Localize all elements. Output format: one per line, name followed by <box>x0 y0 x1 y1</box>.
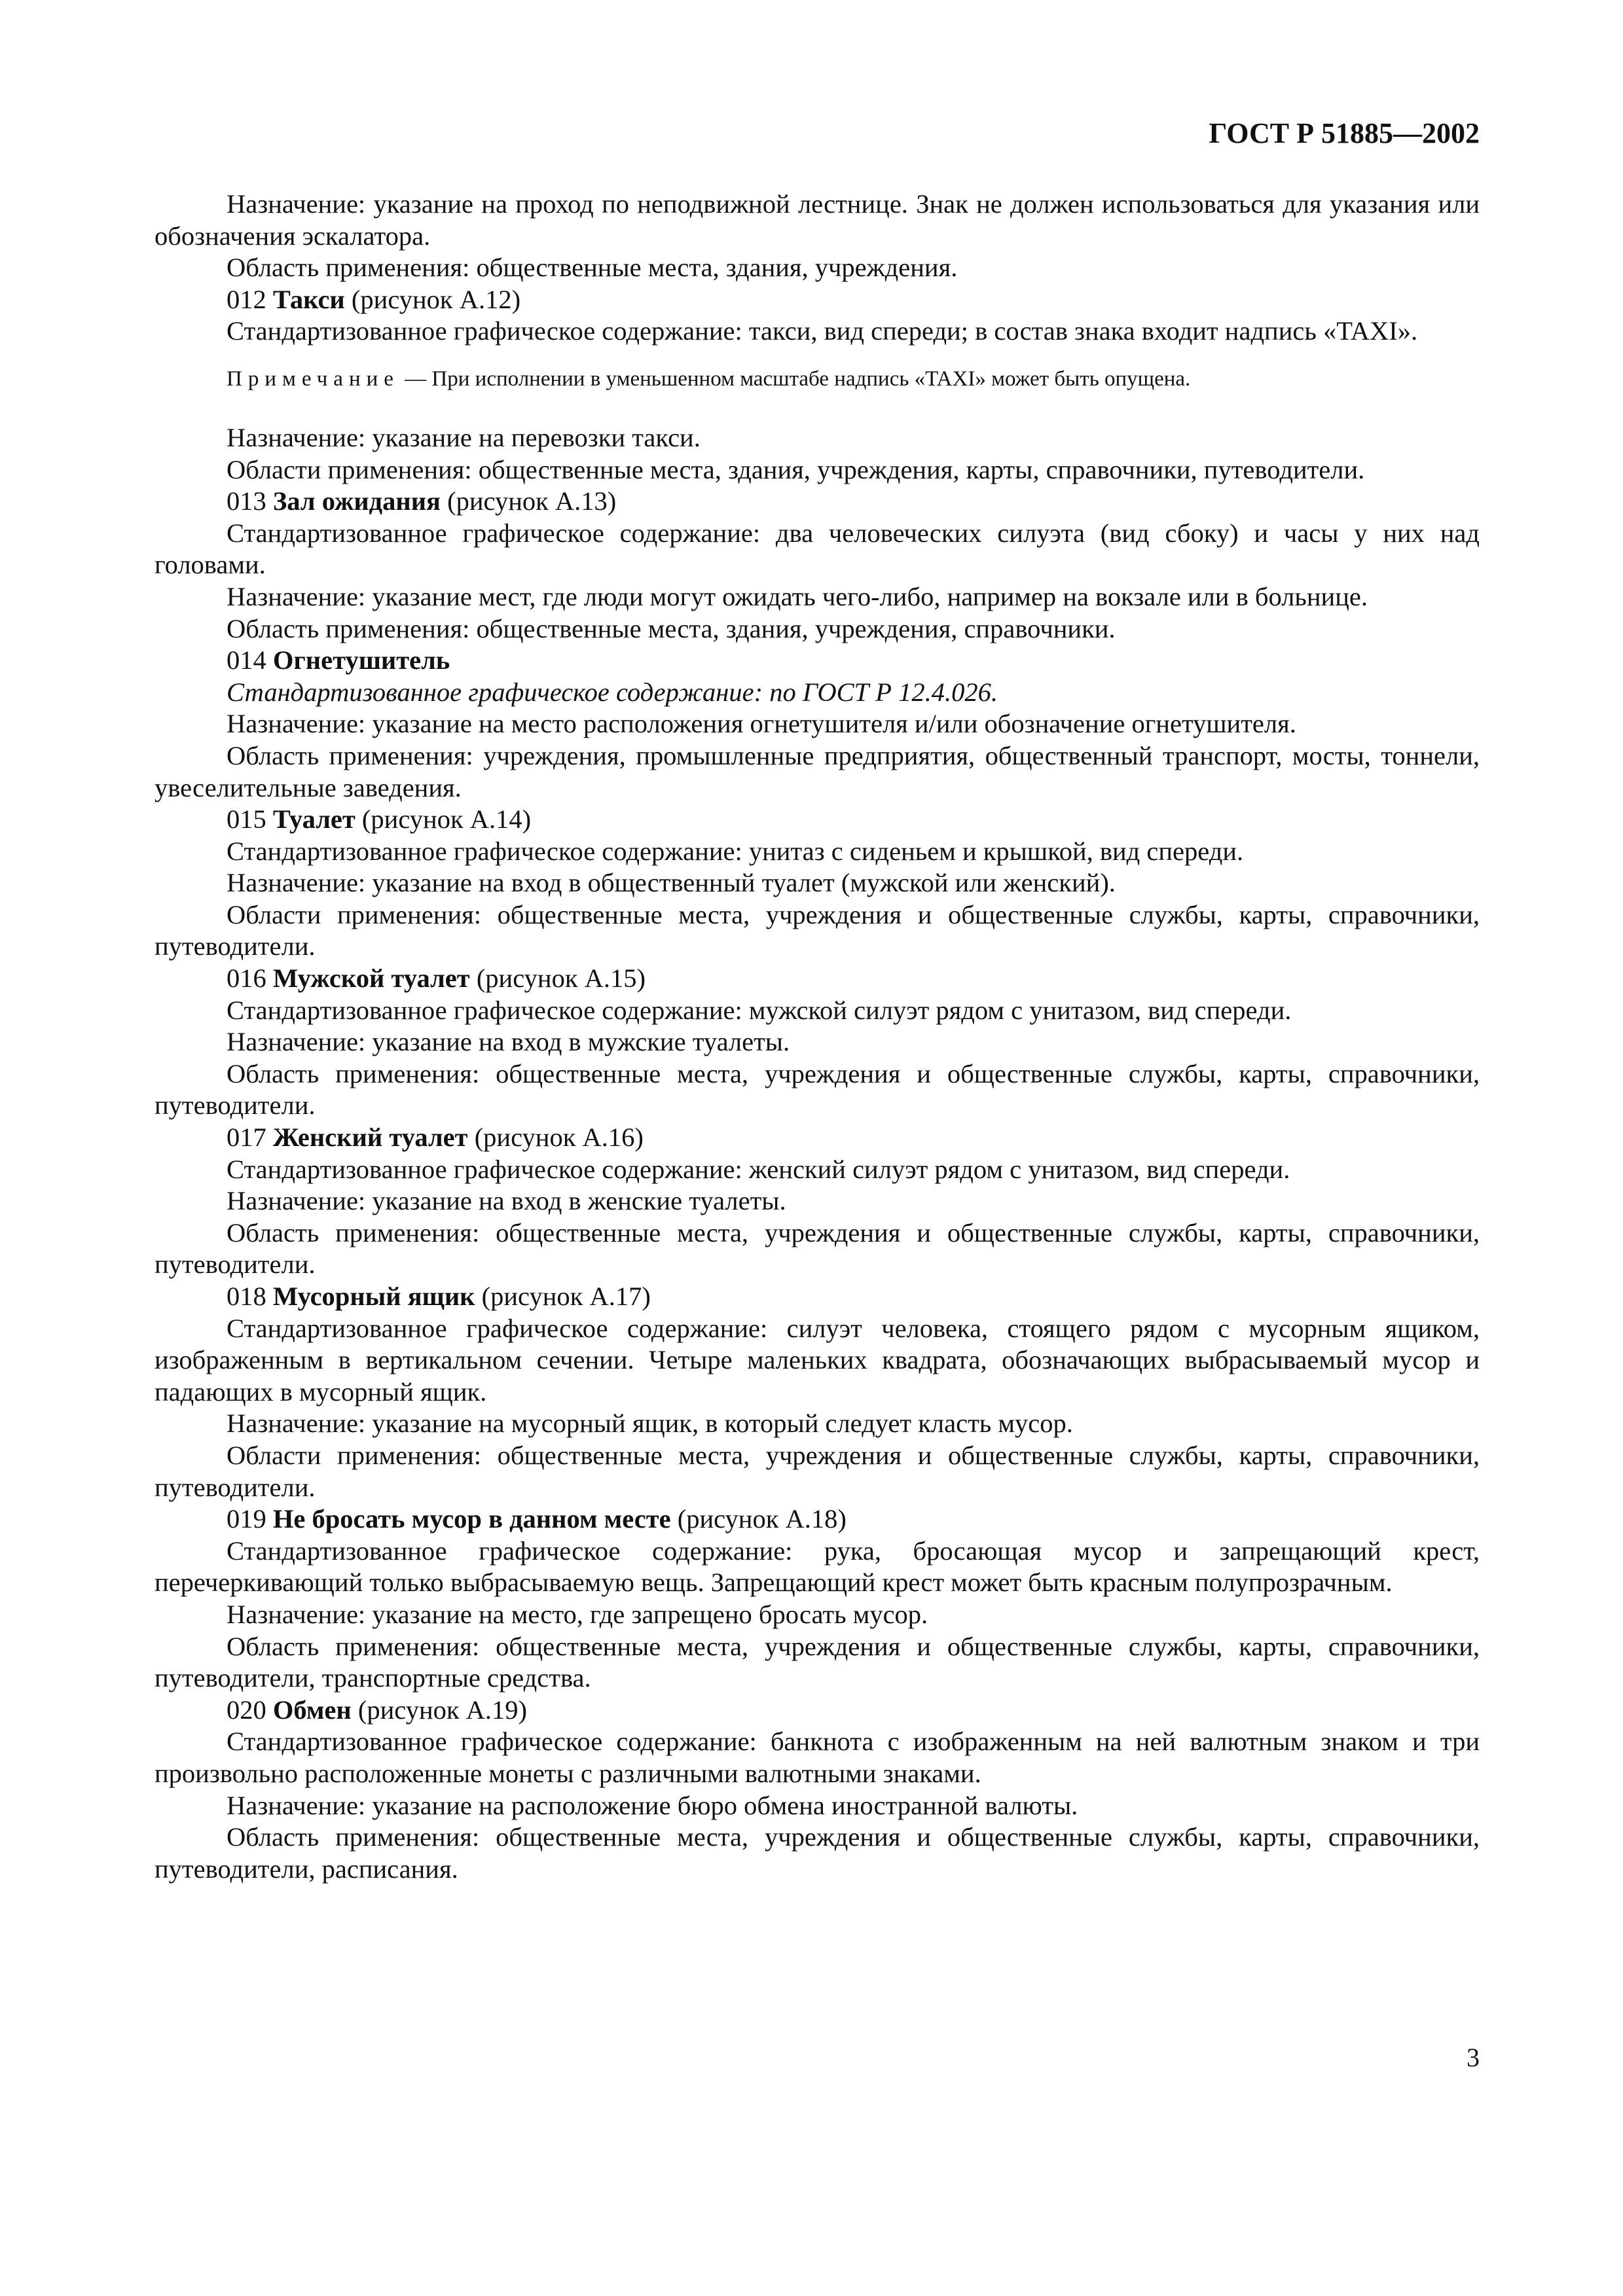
section-heading-015 <box>155 804 1480 836</box>
paragraph: Назначение: указание на вход в женские туалеты. <box>227 1186 786 1216</box>
paragraph: Назначение: указание на перевозки такси. <box>227 422 701 452</box>
document-body <box>155 188 1480 1885</box>
paragraph: Стандартизованное графическое содержание: рука, бросающая мусор и запрещающий крест, перечеркивающий только выбрасываемую вещь. Запрещающий крест может быть красным полупрозрачным. <box>155 1535 1480 1598</box>
section-title: Мужской туалет <box>272 963 470 994</box>
page-header: ГОСТ Р 51885—2002 <box>1209 117 1480 149</box>
section-number: 016 <box>227 963 266 994</box>
figure-ref: (рисунок А.13) <box>447 486 617 516</box>
section-title: Такси <box>272 284 345 314</box>
section-number: 014 <box>227 645 266 675</box>
figure-ref: (рисунок А.12) <box>351 284 521 314</box>
section-number: 020 <box>227 1695 266 1725</box>
paragraph: Стандартизованное графическое содержание: силуэт человека, стоящего рядом с мусорным ящиком, изображенным в вертикальном сечении. Четыре маленьких квадрата, обозначающих выбрасываемый мусор и падающих в мусорный ящик. <box>155 1313 1480 1407</box>
section-number: 019 <box>227 1504 266 1534</box>
paragraph: Область применения: общественные места, учреждения и общественные службы, карты, справочники, путеводители, транспортные средства. <box>155 1631 1480 1693</box>
paragraph: Стандартизованное графическое содержание: женский силуэт рядом с унитазом, вид спереди. <box>227 1154 1290 1184</box>
section-heading-018 <box>155 1281 1480 1313</box>
paragraph: Назначение: указание на мусорный ящик, в который следует класть мусор. <box>227 1408 1073 1439</box>
page-number: 3 <box>1467 2043 1480 2072</box>
section-heading-020 <box>155 1695 1480 1727</box>
section-number: 015 <box>227 804 266 834</box>
section-title: Мусорный ящик <box>272 1282 475 1311</box>
paragraph: Назначение: указание на вход в мужские туалеты. <box>227 1027 790 1057</box>
paragraph: Область применения: общественные места, здания, учреждения. <box>227 253 958 283</box>
paragraph: Области применения: общественные места, учреждения и общественные службы, карты, справочники, путеводители. <box>155 899 1480 961</box>
figure-ref: (рисунок А.18) <box>677 1504 847 1534</box>
section-heading-012 <box>155 284 1480 316</box>
section-title: Обмен <box>272 1695 352 1725</box>
section-number: 013 <box>227 486 266 516</box>
section-heading-014 <box>155 645 1480 677</box>
section-number: 018 <box>227 1282 266 1311</box>
paragraph: Назначение: указание на расположение бюро обмена иностранной валюты. <box>227 1790 1078 1820</box>
section-title: Огнетушитель <box>272 645 450 675</box>
paragraph: Стандартизованное графическое содержание: банкнота с изображенным на ней валютным знаком и три произвольно расположенные монеты с различными валютными знаками. <box>155 1727 1480 1788</box>
section-title: Зал ожидания <box>272 486 441 516</box>
paragraph: Область применения: учреждения, промышленные предприятия, общественный транспорт, мосты, тоннели, увеселительные заведения. <box>155 740 1480 802</box>
section-title: Не бросать мусор в данном месте <box>272 1504 671 1534</box>
paragraph: Назначение: указание на проход по неподвижной лестнице. Знак не должен использоваться для указания или обозначения эскалатора. <box>155 189 1480 251</box>
figure-ref: (рисунок А.16) <box>474 1122 644 1153</box>
figure-ref: (рисунок А.19) <box>357 1695 528 1725</box>
section-title: Туалет <box>272 804 356 834</box>
section-title: Женский туалет <box>272 1122 468 1153</box>
paragraph: Области применения: общественные места, учреждения и общественные службы, карты, справочники, путеводители. <box>155 1440 1480 1502</box>
note <box>155 366 1480 392</box>
paragraph: Стандартизованное графическое содержание: унитаз с сиденьем и крышкой, вид спереди. <box>227 836 1244 866</box>
paragraph: Стандартизованное графическое содержание: два человеческих силуэта (вид сбоку) и часы у них над головами. <box>155 518 1480 580</box>
paragraph-italic: Стандартизованное графическое содержание: по ГОСТ Р 12.4.026. <box>227 677 998 707</box>
paragraph: Области применения: общественные места, здания, учреждения, карты, справочники, путеводители. <box>227 454 1365 484</box>
section-heading-013 <box>155 486 1480 518</box>
section-heading-017 <box>155 1122 1480 1154</box>
paragraph: Область применения: общественные места, учреждения и общественные службы, карты, справочники, путеводители, расписания. <box>155 1822 1480 1884</box>
figure-ref: (рисунок А.14) <box>361 804 532 834</box>
section-number: 017 <box>227 1122 266 1153</box>
paragraph: Назначение: указание мест, где люди могут ожидать чего-либо, например на вокзале или в больнице. <box>227 581 1368 611</box>
section-heading-019 <box>155 1503 1480 1535</box>
paragraph: Область применения: общественные места, учреждения и общественные службы, карты, справочники, путеводители. <box>155 1217 1480 1280</box>
section-number: 012 <box>227 284 266 314</box>
note-label: Примечание <box>227 367 399 391</box>
paragraph: Назначение: указание на вход в общественный туалет (мужской или женский). <box>227 868 1116 898</box>
paragraph: Область применения: общественные места, учреждения и общественные службы, карты, справочники, путеводители. <box>155 1058 1480 1121</box>
paragraph: Назначение: указание на место расположения огнетушителя и/или обозначение огнетушителя. <box>227 709 1296 739</box>
figure-ref: (рисунок А.17) <box>481 1282 651 1311</box>
section-heading-016 <box>155 963 1480 995</box>
paragraph: Стандартизованное графическое содержание: такси, вид спереди; в состав знака входит надпись «TAXI». <box>227 316 1418 346</box>
paragraph: Назначение: указание на место, где запрещено бросать мусор. <box>227 1599 928 1629</box>
note-text: — При исполнении в уменьшенном масштабе надпись «TAXI» может быть опущена. <box>399 367 1191 391</box>
paragraph: Стандартизованное графическое содержание: мужской силуэт рядом с унитазом, вид спереди. <box>227 995 1292 1025</box>
figure-ref: (рисунок А.15) <box>476 963 646 994</box>
paragraph: Область применения: общественные места, здания, учреждения, справочники. <box>227 613 1116 643</box>
